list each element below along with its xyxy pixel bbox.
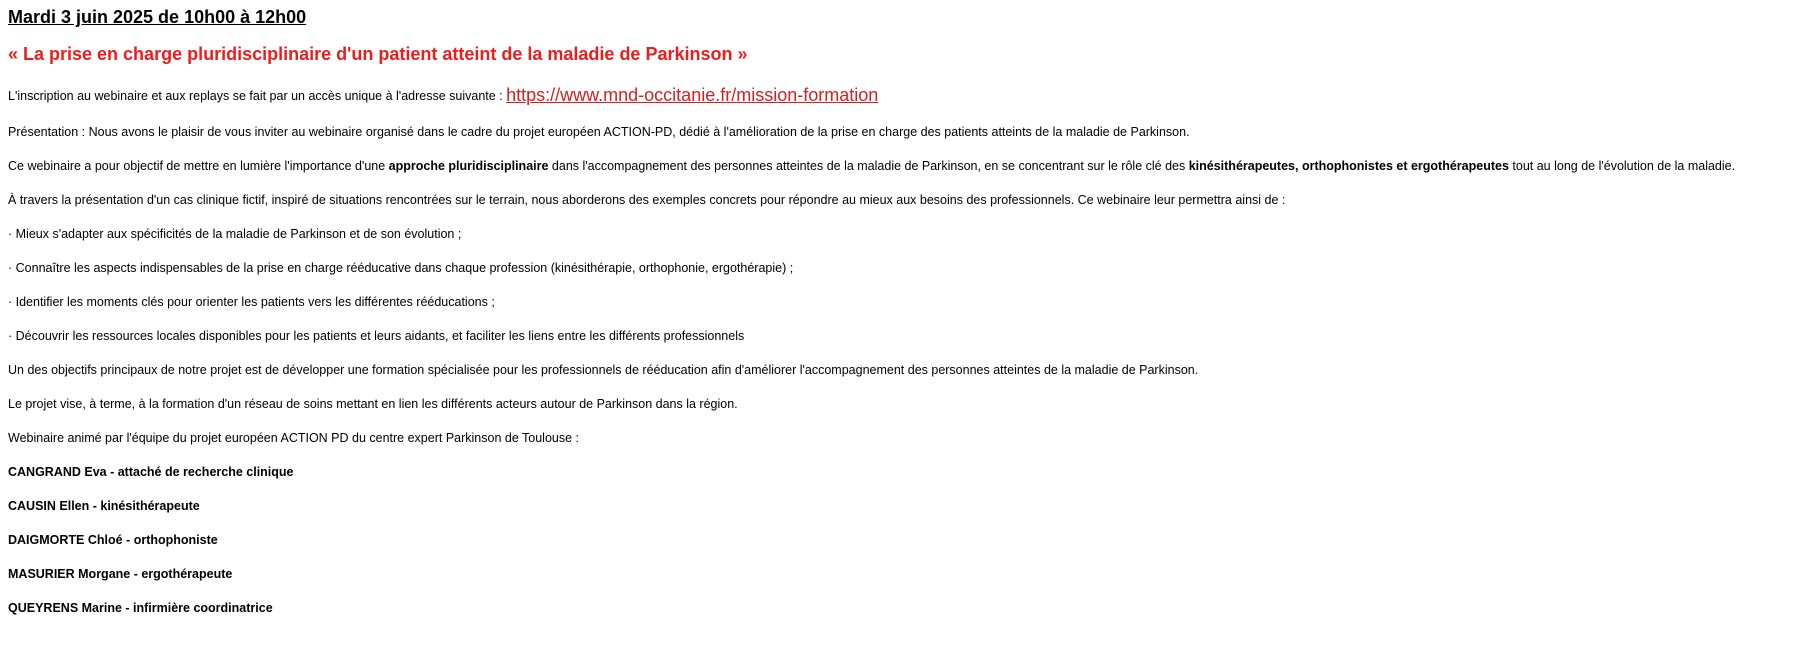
objective-text-2: dans l'accompagnement des personnes atteintes de la maladie de Parkinson, en se concentrant sur le rôle clé des xyxy=(548,159,1189,173)
event-title: « La prise en charge pluridisciplinaire d'un patient atteint de la maladie de Parkinson » xyxy=(8,44,748,64)
speaker-item: MASURIER Morgane - ergothérapeute xyxy=(8,567,233,581)
objective-bold-2: kinésithérapeutes, orthophonistes et ergothérapeutes xyxy=(1188,159,1509,173)
bullet-item: · Mieux s'adapter aux spécificités de la maladie de Parkinson et de son évolution ; xyxy=(8,227,462,241)
bullet-item: · Connaître les aspects indispensables de la prise en charge rééducative dans chaque profession (kinésithérapie, orthophonie, ergothérapie) ; xyxy=(8,261,794,275)
speaker-item: CANGRAND Eva - attaché de recherche clinique xyxy=(8,465,294,479)
network-paragraph: Le projet vise, à terme, à la formation d'un réseau de soins mettant en lien les différents acteurs autour de Parkinson dans la région. xyxy=(8,397,738,411)
inscription-line xyxy=(8,87,878,104)
registration-link[interactable]: https://www.mnd-occitanie.fr/mission-formation xyxy=(506,85,879,105)
bullet-item: · Découvrir les ressources locales disponibles pour les patients et leurs aidants, et faciliter les liens entre les différents professionnels xyxy=(8,329,745,343)
team-intro-paragraph: Webinaire animé par l'équipe du projet européen ACTION PD du centre expert Parkinson de Toulouse : xyxy=(8,431,580,445)
objective-text-3: tout au long de l'évolution de la maladie. xyxy=(1508,159,1736,173)
case-intro-paragraph: À travers la présentation d'un cas clinique fictif, inspiré de situations rencontrées sur le terrain, nous aborderons des exemples concrets pour répondre au mieux aux besoins des professionnels. Ce webinaire leur permettra ainsi de : xyxy=(8,193,1286,207)
objective-paragraph xyxy=(8,158,1735,174)
objective-bold-1: approche pluridisciplinaire xyxy=(388,159,549,173)
speaker-item: QUEYRENS Marine - infirmière coordinatrice xyxy=(8,601,273,615)
inscription-text: L'inscription au webinaire et aux replays se fait par un accès unique à l'adresse suivante : xyxy=(8,89,507,103)
objective-text-1: Ce webinaire a pour objectif de mettre en lumière l'importance d'une xyxy=(8,159,389,173)
presentation-paragraph: Présentation : Nous avons le plaisir de vous inviter au webinaire organisé dans le cadre du projet européen ACTION-PD, dédié à l'amélioration de la prise en charge des patients atteints de la maladie de Parkinson. xyxy=(8,125,1190,139)
speaker-item: DAIGMORTE Chloé - orthophoniste xyxy=(8,533,218,547)
goal-paragraph: Un des objectifs principaux de notre projet est de développer une formation spécialisée pour les professionnels de rééducation afin d'améliorer l'accompagnement des personnes atteintes de la maladie de Parkinson. xyxy=(8,363,1199,377)
event-date: Mardi 3 juin 2025 de 10h00 à 12h00 xyxy=(8,7,307,27)
speaker-item: CAUSIN Ellen - kinésithérapeute xyxy=(8,499,200,513)
bullet-item: · Identifier les moments clés pour orienter les patients vers les différentes rééducations ; xyxy=(8,295,495,309)
